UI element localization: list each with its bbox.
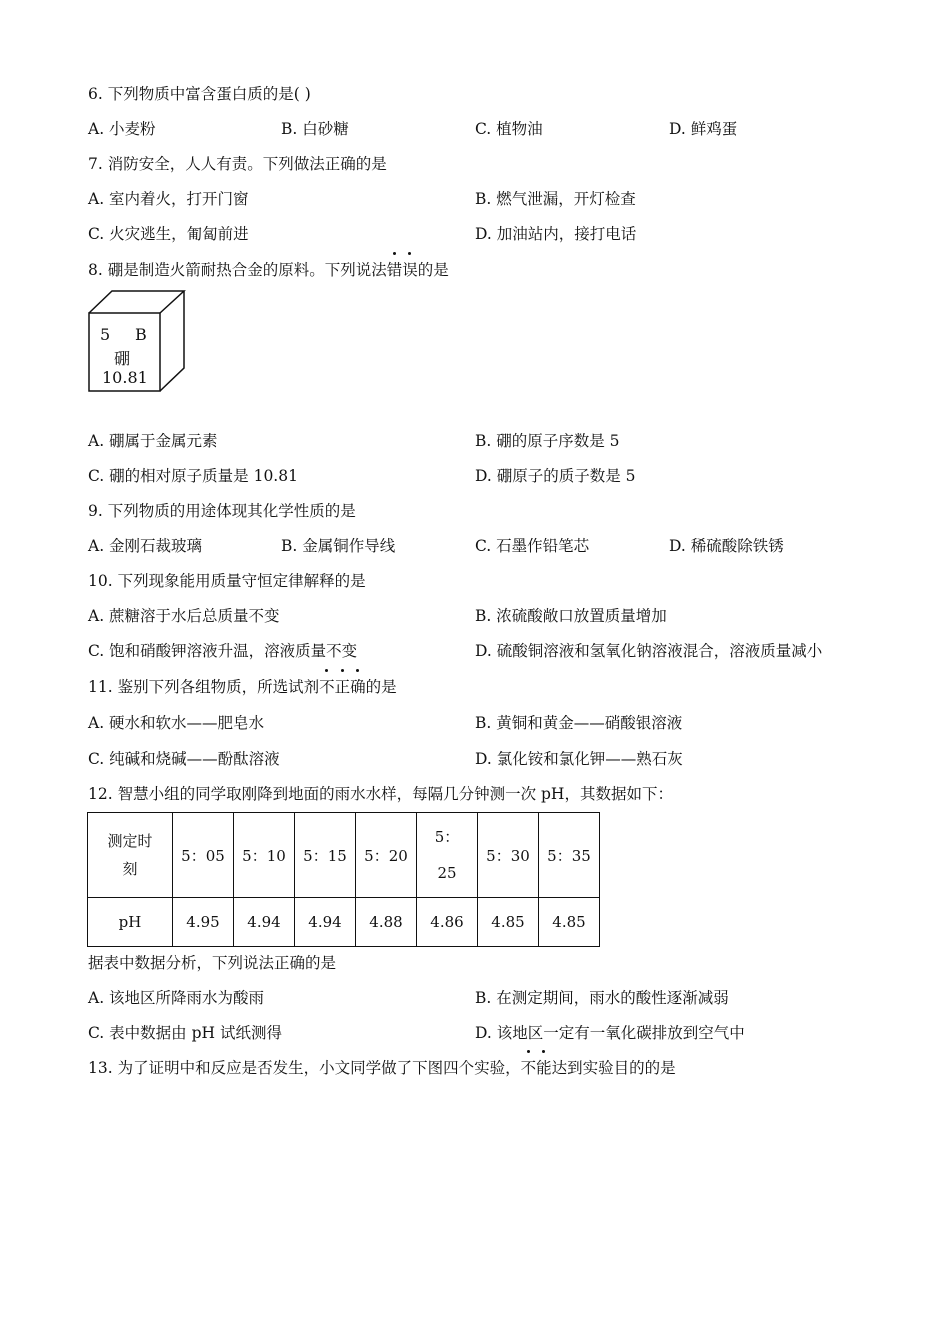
q11-emphasis-char: 不 <box>319 675 335 697</box>
q12-option-d: D. 该地区一定有一氧化碳排放到空气中 <box>475 1024 745 1042</box>
table-row <box>88 898 600 947</box>
q11-option-d: D. 氯化铵和氯化钾——熟石灰 <box>475 750 683 768</box>
q8-stem <box>88 258 449 280</box>
q7-option-b: B. 燃气泄漏，开灯检查 <box>475 190 636 208</box>
q12-option-c: C. 表中数据由 pH 试纸测得 <box>88 1024 282 1042</box>
table-cell: 5：10 <box>234 813 295 898</box>
q8-option-a: A. 硼属于金属元素 <box>88 432 218 450</box>
q6-option-d: D. 鲜鸡蛋 <box>669 120 738 138</box>
q9-option-c: C. 石墨作铅笔芯 <box>475 537 590 555</box>
q8-stem-before: 8. 硼是制造火箭耐热合金的原料。下列说法 <box>88 261 387 279</box>
table-cell: 4.88 <box>356 898 417 947</box>
q8-option-c: C. 硼的相对原子质量是 10.81 <box>88 467 298 485</box>
q11-emphasis-char: 确 <box>350 675 366 697</box>
q10-option-b: B. 浓硫酸敞口放置质量增加 <box>475 607 667 625</box>
q9-option-d: D. 稀硫酸除铁锈 <box>669 537 784 555</box>
q11-option-c: C. 纯碱和烧碱——酚酞溶液 <box>88 750 280 768</box>
element-symbol: B <box>135 325 147 344</box>
q7-option-a: A. 室内着火，打开门窗 <box>88 190 249 208</box>
table-cell: 4.85 <box>478 898 539 947</box>
q6-option-a: A. 小麦粉 <box>88 120 156 138</box>
ph-data-table <box>87 812 600 947</box>
q11-stem-before: 11. 鉴别下列各组物质，所选试剂 <box>88 678 320 696</box>
q7-option-d: D. 加油站内，接打电话 <box>475 225 637 243</box>
table-cell: 4.94 <box>295 898 356 947</box>
q9-option-a: A. 金刚石裁玻璃 <box>88 537 203 555</box>
q8-stem-after: 的是 <box>417 261 449 279</box>
atomic-mass: 10.81 <box>102 368 148 387</box>
table-cell: 5：20 <box>356 813 417 898</box>
table-cell: 4.85 <box>539 898 600 947</box>
table-header-label <box>88 813 173 898</box>
q7-option-c: C. 火灾逃生，匍匐前进 <box>88 225 249 243</box>
q10-option-d: D. 硫酸铜溶液和氢氧化钠溶液混合，溶液质量减小 <box>475 642 823 660</box>
q12-option-a: A. 该地区所降雨水为酸雨 <box>88 989 265 1007</box>
q11-option-a: A. 硬水和软水——肥皂水 <box>88 714 265 732</box>
table-cell: 5：35 <box>539 813 600 898</box>
q8-option-b: B. 硼的原子序数是 5 <box>475 432 620 450</box>
q7-stem: 7. 消防安全，人人有责。下列做法正确的是 <box>88 155 387 173</box>
q11-option-b: B. 黄铜和黄金——硝酸银溶液 <box>475 714 683 732</box>
q12-after-table: 据表中数据分析，下列说法正确的是 <box>88 954 337 972</box>
q12-option-b: B. 在测定期间，雨水的酸性逐渐减弱 <box>475 989 729 1007</box>
q8-emphasis-char: 错 <box>387 258 403 280</box>
q8-emphasis-char: 误 <box>402 258 418 280</box>
q8-option-d: D. 硼原子的质子数是 5 <box>475 467 636 485</box>
q9-stem: 9. 下列物质的用途体现其化学性质的是 <box>88 502 356 520</box>
table-cell: 4.86 <box>417 898 478 947</box>
q13-stem <box>88 1056 676 1078</box>
q11-stem-after: 的是 <box>365 678 397 696</box>
q10-stem: 10. 下列现象能用质量守恒定律解释的是 <box>88 572 366 590</box>
atomic-number: 5 <box>100 325 111 344</box>
q13-emphasis-char: 能 <box>536 1056 552 1078</box>
table-cell: 5：30 <box>478 813 539 898</box>
wrapped-time: 5：25 <box>434 828 460 882</box>
q6-option-b: B. 白砂糖 <box>281 120 349 138</box>
table-cell: 4.95 <box>173 898 234 947</box>
boron-element-tile <box>88 290 188 394</box>
table-cell: 4.94 <box>234 898 295 947</box>
header-label-line2: 刻 <box>122 860 138 878</box>
table-cell: 5：05 <box>173 813 234 898</box>
q13-emphasis-char: 不 <box>521 1056 537 1078</box>
table-cell <box>417 813 478 898</box>
q11-emphasis-char: 正 <box>335 675 351 697</box>
table-cell: 5：15 <box>295 813 356 898</box>
q6-option-c: C. 植物油 <box>475 120 543 138</box>
q10-option-a: A. 蔗糖溶于水后总质量不变 <box>88 607 280 625</box>
q11-stem <box>88 675 397 697</box>
header-label-line1: 测定时 <box>107 832 153 850</box>
q10-option-c: C. 饱和硝酸钾溶液升温，溶液质量不变 <box>88 642 358 660</box>
element-name: 硼 <box>114 349 131 368</box>
q9-option-b: B. 金属铜作导线 <box>281 537 396 555</box>
table-row-label: pH <box>88 898 173 947</box>
q13-stem-before: 13. 为了证明中和反应是否发生，小文同学做了下图四个实验， <box>88 1059 521 1077</box>
q13-stem-after: 达到实验目的的是 <box>551 1059 676 1077</box>
table-row <box>88 813 600 898</box>
q6-stem: 6. 下列物质中富含蛋白质的是( ) <box>88 85 311 103</box>
q12-stem: 12. 智慧小组的同学取刚降到地面的雨水水样，每隔几分钟测一次 pH，其数据如下： <box>88 785 673 803</box>
